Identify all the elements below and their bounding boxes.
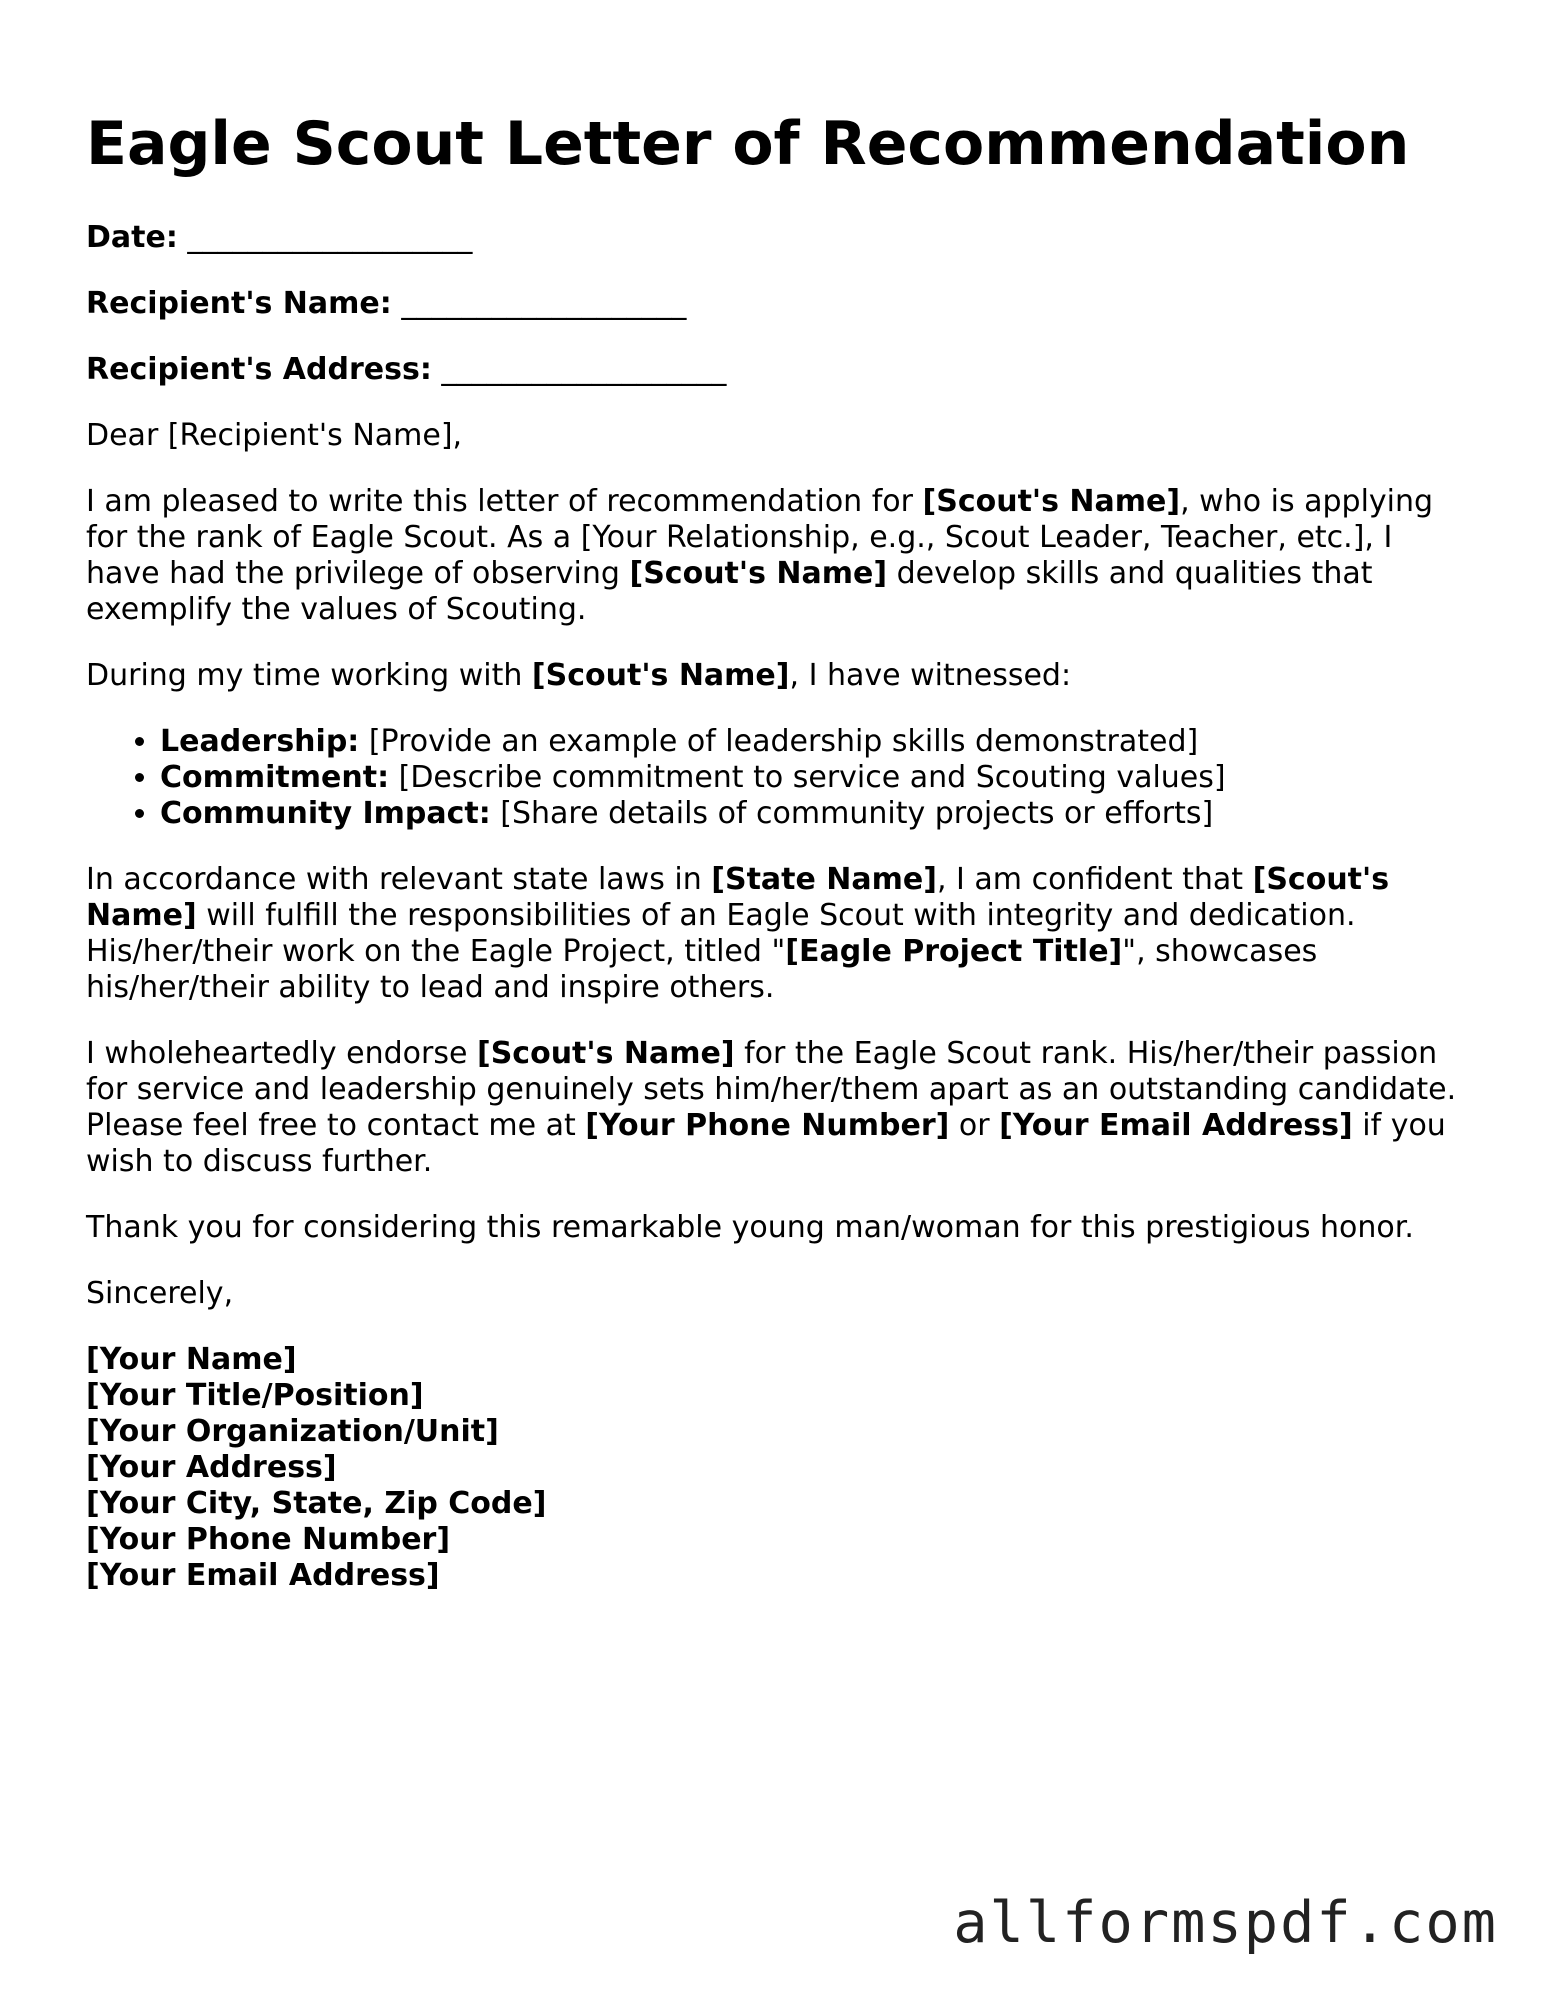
signature-line: [Your City, State, Zip Code] [86, 1486, 547, 1521]
placeholder-email: [Your Email Address] [999, 1108, 1353, 1143]
signature-line: [Your Organization/Unit] [86, 1414, 499, 1449]
text-run: During my time working with [86, 658, 532, 693]
letter-page [86, 0, 1466, 1594]
paragraph-endorse [86, 1036, 1466, 1180]
bullet-label: Community Impact: [160, 796, 491, 831]
paragraph-state-laws [86, 862, 1466, 1006]
bullet-label: Leadership: [160, 724, 360, 759]
date-blank: ___________________ [187, 220, 473, 255]
qualities-list [86, 724, 1466, 832]
placeholder-scout-name: [Scout's Name] [476, 1036, 735, 1071]
placeholder-scout-name: [Scout's Name] [86, 862, 1390, 933]
signature-line: [Your Title/Position] [86, 1378, 424, 1413]
text-run: , I am confident that [936, 862, 1253, 897]
placeholder-scout-name: [Scout's Name] [531, 658, 790, 693]
bullet-text: [Share details of community projects or efforts] [490, 796, 1214, 831]
recipient-address-field [86, 352, 1466, 388]
paragraph-thanks: Thank you for considering this remarkable young man/woman for this prestigious honor. [86, 1210, 1414, 1245]
signature-line: [Your Email Address] [86, 1558, 440, 1593]
watermark: allformspdf.com [953, 1890, 1498, 1956]
greeting: Dear [Recipient's Name], [86, 418, 463, 453]
list-item [160, 796, 1466, 832]
placeholder-phone: [Your Phone Number] [585, 1108, 950, 1143]
text-run: develop skills and qualities that exemplify the values of Scouting. [86, 556, 1373, 627]
placeholder-scout-name: [Scout's Name] [922, 484, 1181, 519]
bullet-text: [Provide an example of leadership skills demonstrated] [359, 724, 1199, 759]
recipient-address-label: Recipient's Address: [86, 352, 432, 387]
text-run: or [949, 1108, 1000, 1143]
date-label: Date: [86, 220, 178, 255]
text-run: I am pleased to write this letter of recommendation for [86, 484, 923, 519]
signature-line: [Your Name] [86, 1342, 297, 1377]
text-run: will fulfill the responsibilities of an Eagle Scout with integrity and dedication. His/her/their work on the Eagle Project, titled " [86, 898, 1356, 969]
placeholder-project-title: [Eagle Project Title] [785, 934, 1123, 969]
page-title: Eagle Scout Letter of Recommendation [86, 109, 1410, 179]
recipient-name-blank: ___________________ [401, 286, 687, 321]
signature-block [86, 1342, 1466, 1594]
paragraph-witnessed [86, 658, 1466, 694]
recipient-address-blank: ___________________ [441, 352, 727, 387]
text-run: I wholeheartedly endorse [86, 1036, 477, 1071]
list-item [160, 760, 1466, 796]
placeholder-scout-name: [Scout's Name] [629, 556, 888, 591]
closing: Sincerely, [86, 1276, 234, 1311]
date-field [86, 220, 1466, 256]
recipient-name-field [86, 286, 1466, 322]
text-run: , I have witnessed: [789, 658, 1072, 693]
text-run: ", showcases his/her/their ability to lead and inspire others. [86, 934, 1318, 1005]
bullet-text: [Describe commitment to service and Scouting values] [389, 760, 1226, 795]
text-run: In accordance with relevant state laws in [86, 862, 712, 897]
signature-line: [Your Phone Number] [86, 1522, 451, 1557]
list-item [160, 724, 1466, 760]
placeholder-state-name: [State Name] [711, 862, 937, 897]
paragraph-intro [86, 484, 1466, 628]
recipient-name-label: Recipient's Name: [86, 286, 392, 321]
text-run: if you wish to discuss further. [86, 1108, 1446, 1179]
text-run: for the Eagle Scout rank. His/her/their passion for service and leadership genuinely sets him/her/them apart as an outstanding candidate. Please feel free to contact me at [86, 1036, 1457, 1143]
signature-line: [Your Address] [86, 1450, 337, 1485]
text-run: , who is applying for the rank of Eagle Scout. As a [Your Relationship, e.g., Scout Leader, Teacher, etc.], I have had the privilege of observing [86, 484, 1434, 591]
bullet-label: Commitment: [160, 760, 390, 795]
